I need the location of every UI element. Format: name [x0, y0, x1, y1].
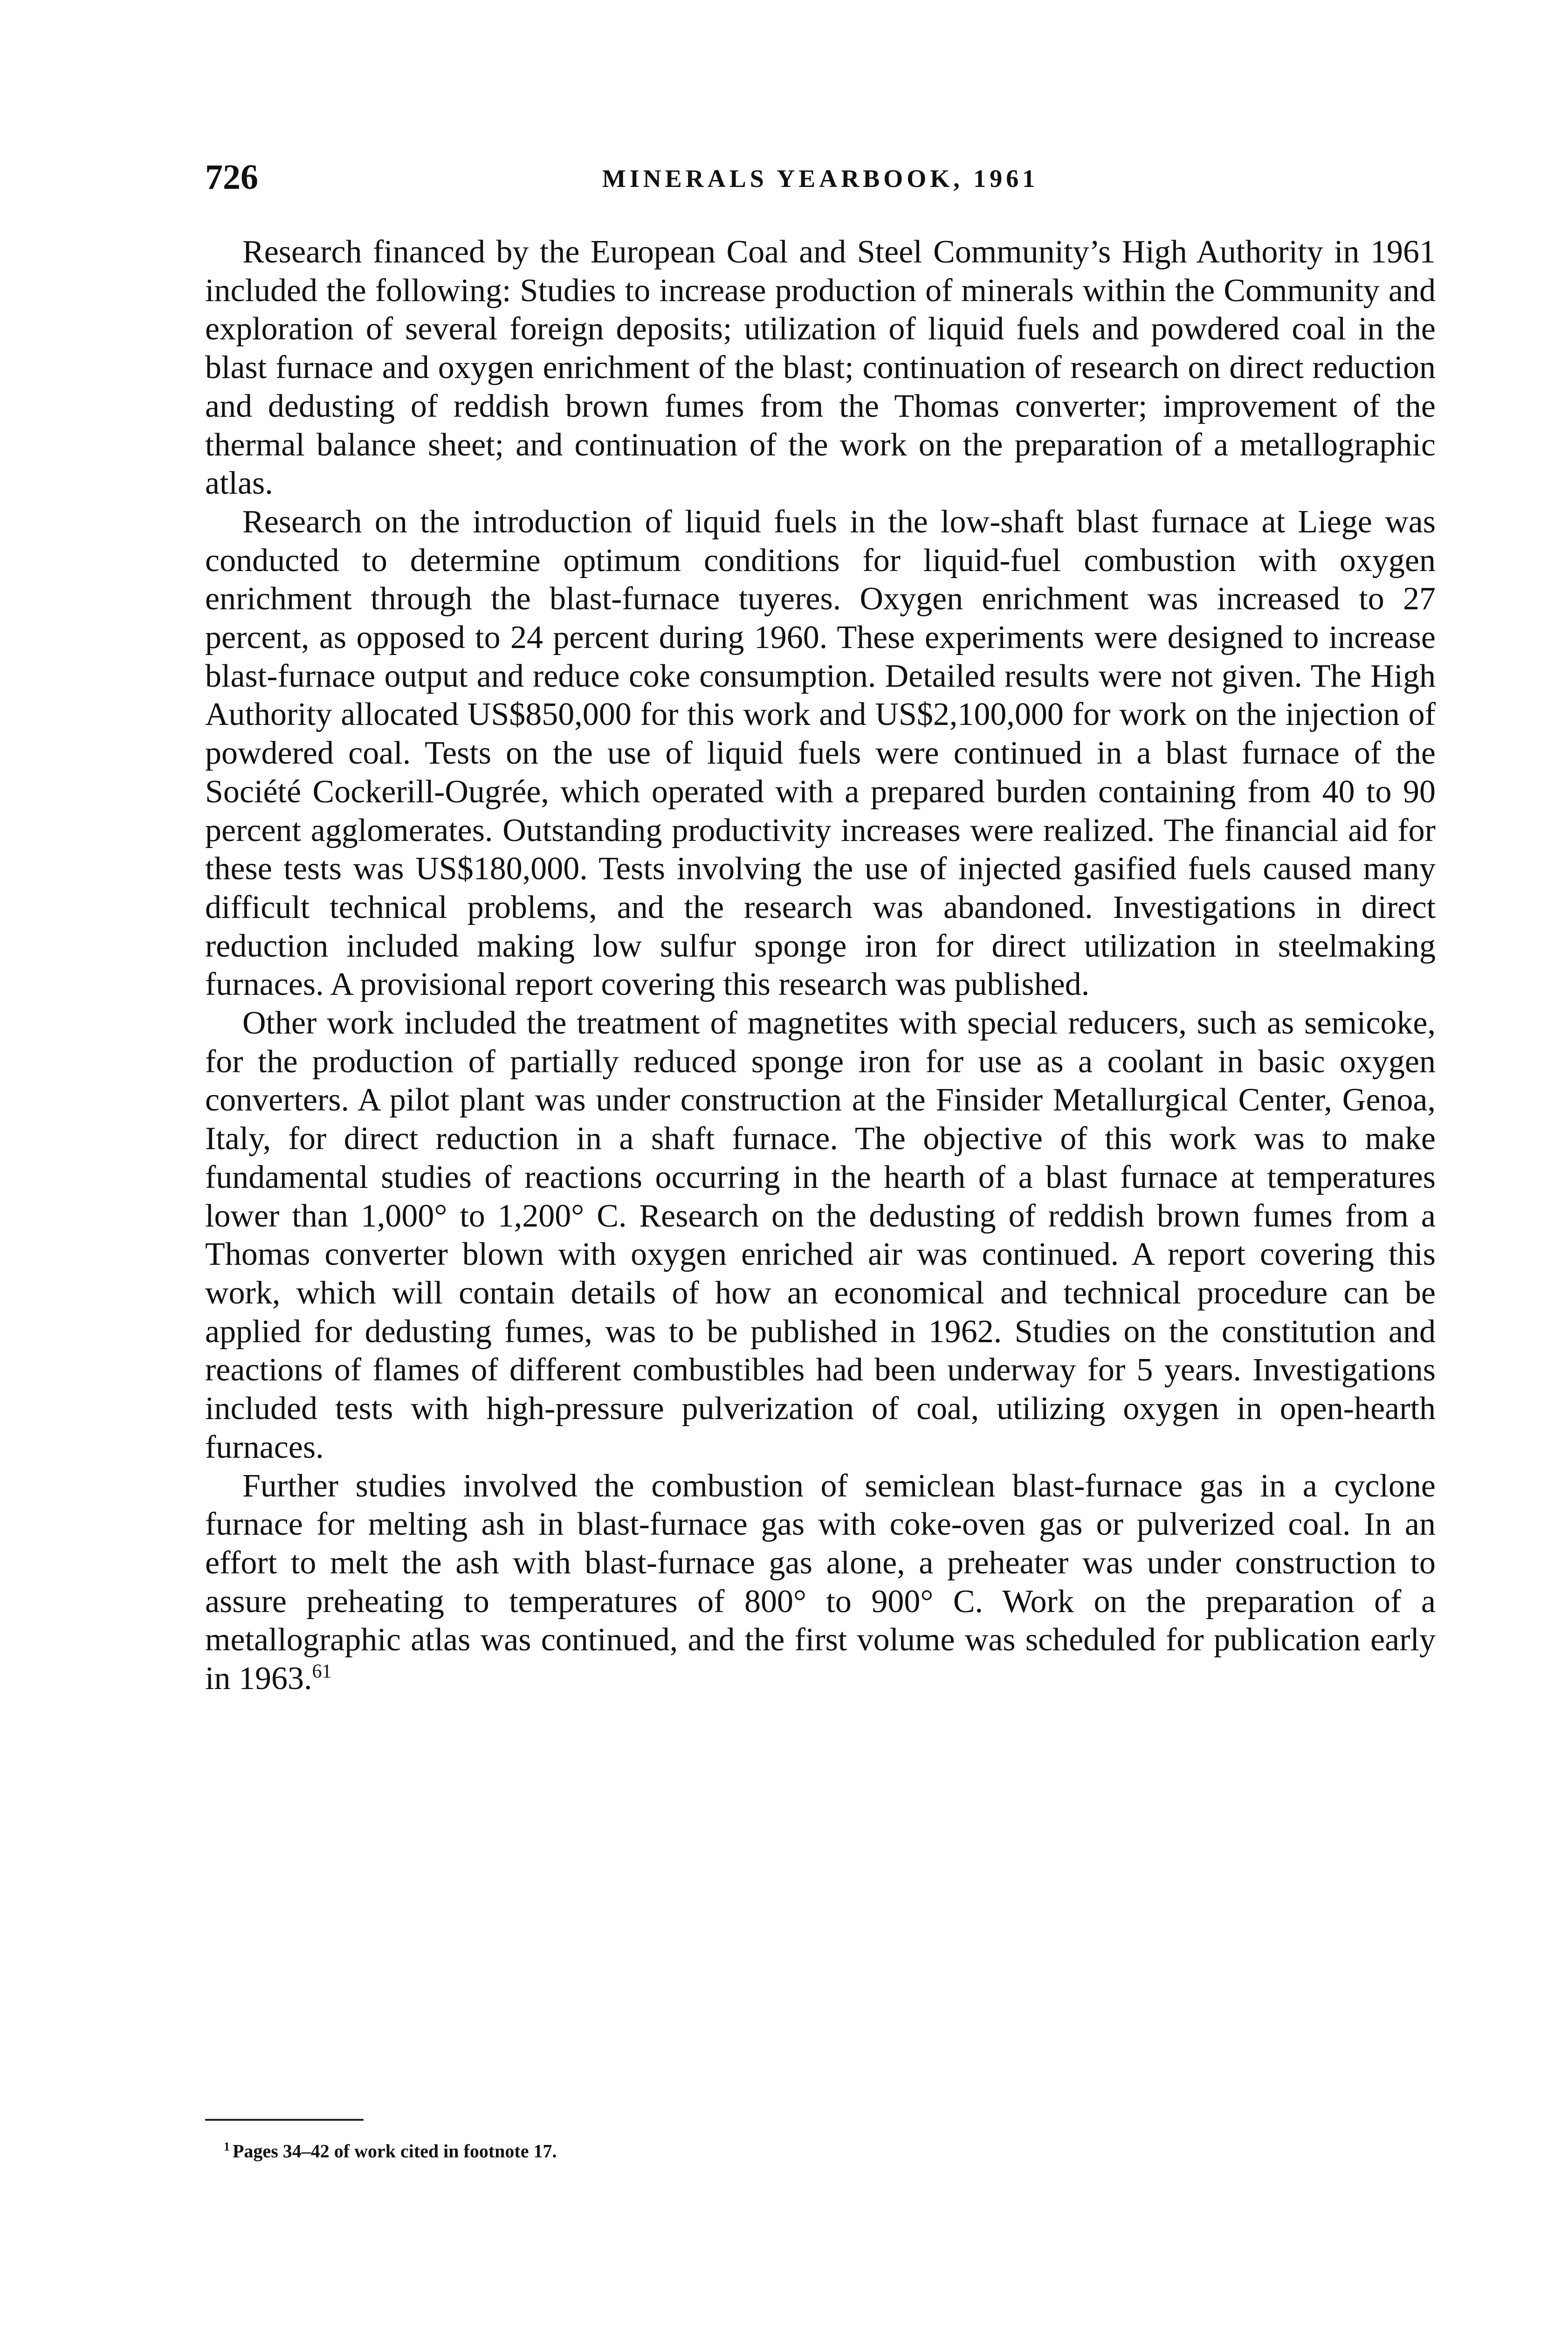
running-head [205, 154, 1436, 205]
footnote-marker: 1 [224, 2140, 230, 2153]
footnote-text: Pages 34–42 of work cited in footnote 17. [233, 2140, 557, 2162]
paragraph-4 [205, 1467, 1436, 1698]
paragraph-1: Research financed by the European Coal and Steel Community’s High Authority in 1961 included the following: Studies to increase production of minerals within the Community and exploration of several foreign deposits; utilization of liquid fuels and powdered coal in the blast furnace and oxygen enrichment of the blast; continuation of research on direct reduction and dedusting of reddish brown fumes from the Thomas converter; improvement of the thermal balance sheet; and continuation of the work on the preparation of a metallographic atlas. [205, 234, 1436, 502]
paragraph-2: Research on the introduction of liquid fuels in the low-shaft blast furnace at Liege was conducted to determine optimum conditions for liquid-fuel combustion with oxygen enrichment through the blast-furnace tuyeres. Oxygen enrichment was increased to 27 percent, as opposed to 24 percent during 1960. These experiments were designed to increase blast-furnace output and reduce coke consumption. Detailed results were not given. The High Authority allocated US$850,000 for this work and US$2,100,000 for work on the injection of powdered coal. Tests on the use of liquid fuels were continued in a blast furnace of the Société Cockerill-Ougrée, which operated with a prepared burden containing from 40 to 90 percent agglomerates. Outstanding productivity increases were realized. The financial aid for these tests was US$180,000. Tests involving the use of injected gasified fuels caused many difficult technical problems, and the research was abandoned. Investigations in direct reduction included making low sulfur sponge iron for direct utilization in steelmaking furnaces. A provisional report covering this research was published. [205, 503, 1436, 1003]
page-number: 726 [205, 158, 258, 197]
paragraph-3: Other work included the treatment of magnetites with special reducers, such as semicoke, for the production of partially reduced sponge iron for use as a coolant in basic oxygen converters. A pilot plant was under construction at the Finsider Metallurgical Center, Genoa, Italy, for direct reduction in a shaft furnace. The objective of this work was to make fundamental studies of reactions occurring in the hearth of a blast furnace at temperatures lower than 1,000° to 1,200° C. Research on the dedusting of reddish brown fumes from a Thomas converter blown with oxygen enriched air was continued. A report covering this work, which will contain details of how an economical and technical procedure can be applied for dedusting fumes, was to be published in 1962. Studies on the constitution and reactions of flames of different combustibles had been underway for 5 years. Investigations included tests with high-pressure pulverization of coal, utilizing oxygen in open-hearth furnaces. [205, 1005, 1436, 1465]
body-text [205, 233, 1436, 1698]
footnote-reference: 61 [312, 1661, 332, 1683]
footnote-divider [205, 2119, 364, 2121]
paragraph-4-text: Further studies involved the combustion of semiclean blast-furnace gas in a cyclone furnace for melting ash in blast-furnace gas with coke-oven gas or pulverized coal. In an effort to melt the ash with blast-furnace gas alone, a preheater was under construction to assure preheating to temperatures of 800° to 900° C. Work on the preparation of a metallographic atlas was continued, and the first volume was scheduled for publication early in 1963. [205, 1468, 1436, 1697]
footnote [224, 2135, 876, 2163]
running-title: MINERALS YEARBOOK, 1961 [602, 165, 1039, 193]
